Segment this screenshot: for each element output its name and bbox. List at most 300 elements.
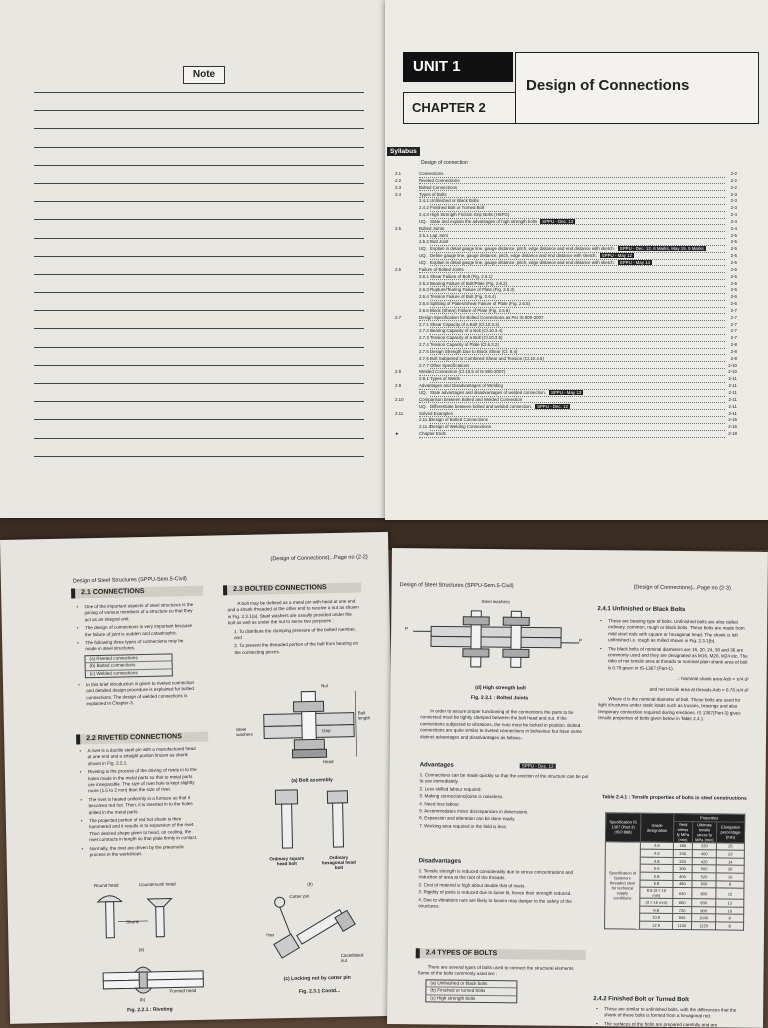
toc-title: Solved Examples (419, 411, 453, 416)
toc-text (430, 294, 725, 301)
toc-page: 2-6 (731, 294, 737, 301)
table-cell: 6.8 (640, 880, 673, 888)
toc-page: 2-11 (729, 411, 737, 418)
col-properties: Properties (674, 813, 745, 821)
load-p-left: P (405, 626, 408, 631)
toc-number: 2.7.4 (419, 342, 429, 349)
toc-row (385, 226, 761, 233)
toc-number: UQ. (419, 260, 427, 267)
table-cell: 720 (673, 906, 692, 914)
toc-number: 2.6.1 (419, 274, 429, 281)
toc-text (430, 335, 725, 342)
disadvantages-list (418, 868, 588, 912)
table-cell: 5.8 (640, 872, 673, 880)
toc-text (430, 239, 725, 246)
unit-badge: UNIT 1 (403, 52, 513, 82)
table-cell: 10 (716, 907, 744, 915)
toc-number: 2.11.1 (419, 417, 431, 424)
section-2-3-title: 2.3 BOLTED CONNECTIONS (223, 582, 361, 595)
toc-title: High Strength Friction Grip Bolts (HSFG) (430, 212, 509, 217)
advantages-list (419, 772, 590, 832)
toc-number: 2.4.3 (419, 212, 429, 219)
intro-paragraph (420, 708, 590, 744)
table-cell: 830 (692, 899, 716, 907)
exam-tag: SPPU - May 14 (618, 260, 652, 265)
exam-tag: SPPU - May 12 (600, 253, 634, 258)
toc-row (385, 390, 761, 397)
table-cell: 640 (673, 888, 692, 899)
list-item: 2. Cost of material is high about double that of rivets. (418, 882, 588, 890)
toc-number: 2.5.1 (419, 233, 429, 240)
list-item: (a) Unfinished or black bolts (426, 980, 516, 988)
toc-page: 2-7 (731, 328, 737, 335)
bullet: • The following three types of connections may be made in steel structures. (76, 638, 196, 653)
toc-row (385, 308, 761, 315)
list-item: 3. Making connections/joints is noiseless. (419, 794, 589, 802)
toc-row (385, 363, 761, 370)
toc-title: Design of Bolted Connections (430, 417, 488, 422)
section-2-2-title: 2.2 RIVETED CONNECTIONS (76, 732, 208, 745)
riveted-plates-figure (101, 961, 212, 1008)
table-cell: 8 (716, 880, 744, 888)
toc-page: 2-6 (731, 267, 737, 274)
toc-text (430, 198, 725, 205)
toc-number: 2.6.6 (419, 308, 429, 315)
toc-number: 2.7.7 (419, 363, 429, 370)
toc-page: 2-6 (731, 287, 737, 294)
toc-title: Rupture/Tearing Failure of Plate (Fig. 2.6.3) (430, 287, 514, 292)
figure-2-2-1-caption: Fig. 2.2.1 : Riveting (110, 1006, 190, 1014)
toc-page: 2-3 (731, 192, 737, 199)
toc-number: 2.6.2 (419, 281, 429, 288)
toc-text (430, 363, 725, 370)
toc-number: UQ. (419, 390, 427, 397)
bullet: • These are bearing type of bolts. Unfinished bolts are also called ordinary, common, rough or black bolts. These bolts are made from mild steel rods with square or hexagonal head. The shank is left unfinished i.e. rough as milled shown in Fig. 2.3.1(b). (599, 618, 749, 645)
formula: ∴ Nominal shank area Asb = π/4 d² (599, 675, 749, 683)
toc-page: 2-6 (731, 281, 737, 288)
list-item: 6. Expansion and alteration can be done easily. (419, 816, 589, 824)
toc-page: 2-11 (729, 390, 737, 397)
bolt-types-box (425, 979, 517, 1003)
toc-text (419, 431, 725, 438)
cotter-pin-label: Cotter pin (289, 894, 309, 899)
toc-number: 2.1 (395, 171, 401, 178)
table-cell: 800 (692, 888, 716, 899)
section-2-4-2-body (595, 1006, 745, 1028)
toc-row (385, 397, 761, 404)
exam-tag: SPPU - Dec. 12 (535, 404, 570, 409)
toc-page: 2-3 (731, 205, 737, 212)
toc-page: 2-3 (731, 198, 737, 205)
table-cell: 660 (673, 899, 692, 907)
toc-number: 2.8.1 (419, 376, 429, 383)
toc-row (385, 417, 761, 424)
table-cell: 14 (716, 858, 744, 866)
table-cell: 1040 (691, 914, 715, 922)
toc-title: Bolted Connections (419, 185, 457, 190)
note-line (34, 419, 364, 420)
toc-title: Splitting of Plates/Shear Failure of Plate (Fig. 2.6.5) (430, 301, 530, 306)
toc-text (430, 417, 725, 424)
toc-page: 2-7 (731, 322, 737, 329)
hex-label: Hex (266, 932, 274, 937)
table-cell: 480 (673, 880, 692, 888)
title-box (515, 52, 759, 124)
spec-cell: Specification of fasteners threaded steel for technical supply conditions (605, 841, 641, 928)
toc-text (430, 404, 725, 411)
note-label: Note (183, 66, 225, 84)
table-cell: (d > 16 mm) (640, 898, 673, 906)
toc-number: 2.4.2 (419, 205, 429, 212)
grip-label: Grip (322, 728, 331, 733)
toc-title: Comparison between Bolted and Welded Connection (419, 397, 522, 402)
toc-number: 2.6 (395, 267, 401, 274)
toc-text (430, 322, 725, 329)
note-line (34, 274, 364, 275)
section-2-4-body (417, 964, 587, 1008)
toc-number: 2.7.1 (419, 322, 429, 329)
note-lines (34, 92, 364, 474)
list-item: 7. Working area required in the field is less. (419, 823, 589, 831)
note-line (34, 328, 364, 329)
note-line (34, 438, 364, 439)
high-strength-bolt-figure (411, 600, 582, 682)
toc-title: Tension Capacity of Plate (Cl.6.3.2) (430, 342, 499, 347)
bullet: • The design of connections is very important because the failure of joint is sudden and catastrophic. (76, 623, 196, 638)
list-item: 1. Tensile strength is reduced considerably due to stress concentrations and reduction of area at the root of the threads. (419, 868, 589, 883)
table-cell: 12 (716, 899, 744, 907)
toc-row (385, 301, 761, 308)
toc-text (419, 178, 725, 185)
bolt-assembly-figure (253, 682, 365, 774)
toc-row (385, 178, 761, 185)
toc-number: UQ. (419, 219, 427, 226)
toc-text (430, 219, 725, 226)
toc-page: 2-11 (729, 397, 737, 404)
table-cell: 9.8 (640, 906, 673, 914)
table-cell: 400 (692, 850, 716, 858)
table-cell: 900 (692, 906, 716, 914)
table-2-4-1-title: Table 2.4.1 : Tensile properties of bolts in steel constructions (599, 794, 749, 802)
table-cell: 320 (673, 857, 692, 865)
table-of-contents (385, 171, 761, 438)
toc-number: 2.8 (395, 369, 401, 376)
toc-page: 2-11 (729, 404, 737, 411)
toc-title: Design Specification for Bolted Connections as Per IS 800-2007 (419, 315, 543, 320)
note-line (34, 219, 364, 220)
toc-text (430, 349, 725, 356)
toc-page: 2-15 (728, 424, 737, 431)
table-cell: 20 (716, 865, 744, 873)
toc-row (385, 328, 761, 335)
toc-text (430, 274, 725, 281)
chapter-title: Design of Connections (526, 77, 689, 94)
toc-row (385, 205, 761, 212)
nut-label: Nut (321, 683, 328, 688)
toc-title: Bearing Capacity of a Bolt (Cl.10.3.4) (430, 328, 502, 333)
table-cell: 180 (673, 842, 692, 850)
list-item: 1. To distribute the clamping pressure of the bolted member, and (228, 626, 360, 642)
toc-title: Unfinished or Black Bolts (430, 198, 479, 203)
toc-page: 2-10 (728, 363, 737, 370)
running-header-left: Design of Steel Structures (SPPU-Sem.5-Civil) (400, 582, 514, 589)
col-elongation: Elongation percentage (min) (717, 822, 745, 843)
list-item: 2. To prevent the threaded portion of the bolt from bearing on the connecting pieces. (228, 641, 360, 657)
syllabus-text: Design of connection (421, 160, 468, 166)
toc-text (419, 171, 725, 178)
toc-number: UQ. (419, 404, 427, 411)
toc-number: 2.7.3 (419, 335, 429, 342)
section-2-4-title: 2.4 TYPES OF BOLTS (416, 948, 586, 960)
formed-head-label: Formed head (169, 988, 196, 994)
bolt-length-label: Bolt length (358, 710, 378, 720)
table-cell: 12.9 (640, 921, 673, 929)
section-2-1-title: 2.1 CONNECTIONS (71, 586, 203, 599)
table-cell: 600 (692, 880, 716, 888)
toc-page: 2-11 (729, 383, 737, 390)
steel-washers-label: Steel washers (236, 727, 256, 737)
table-cell: 10 (716, 873, 744, 881)
table-cell: 12 (716, 888, 744, 899)
toc-title: Finished Bolt or Turned Bolt (430, 205, 484, 210)
bullet: • These are similar to unfinished bolts, with the differences that the shank of these bolts is formed from a hexagonal rod. (595, 1006, 745, 1020)
exam-tag: SPPU - Dec. 13 (540, 219, 575, 224)
toc-page: 2-2 (731, 185, 737, 192)
toc-title: Butt Joint (430, 239, 448, 244)
toc-row (385, 356, 761, 363)
section-2-4-2-title: 2.4.2 Finished Bolt or Turned Bolt (593, 996, 689, 1003)
note-line (34, 128, 364, 129)
paragraph: There are several types of bolts used to connect the structural elements. Some of the bolts commonly used are : (418, 964, 588, 979)
toc-title: Tension Capacity of a Bolt (Cl.10.3.5) (430, 335, 502, 340)
bullet: • A rivet is a ductile steel pin with a manufactured head at one end and a straight portion known as shank shown in Fig. 2.2.1. (78, 746, 198, 768)
toc-number: 2.6.3 (419, 287, 429, 294)
bullet: • The projected portion of red hot shank is then hammered and it results in to expansion of the rivet. Then desired shape given to head, on cooling, the rivet contracts in length so that plate firmly in contact. (80, 816, 201, 844)
toc-title: Block (Shear) Failure of Plate (Fig. 2.6.6) (430, 308, 510, 313)
toc-page: 2-6 (731, 274, 737, 281)
toc-number: UQ. (419, 253, 427, 260)
toc-page: 2-18 (728, 431, 737, 438)
toc-row (385, 424, 761, 431)
toc-text (419, 411, 725, 418)
table-cell: 420 (692, 857, 716, 865)
toc-row (385, 287, 761, 294)
hex-head-bolt-label: Ordinary hexagonal head bolt (319, 855, 359, 871)
toc-row (385, 274, 761, 281)
formula: and net tensile area at threads Anb = 0.78 π/4 d² (599, 686, 749, 694)
toc-row (385, 404, 761, 411)
toc-row (385, 246, 761, 253)
table-cell: 300 (673, 865, 692, 873)
toc-text (430, 301, 725, 308)
toc-number: 2.2 (395, 178, 401, 185)
note-line (34, 183, 364, 184)
exam-tag: SPPU - Dec. 12, 6 Marks, May 15, 5 Marks (618, 246, 706, 251)
toc-title: Types of Welds (430, 376, 460, 381)
figure-2-3-1-contd: Fig. 2.3.1 Contd... (279, 988, 359, 996)
toc-number: 2.4 (395, 192, 401, 199)
toc-page: 2-4 (731, 226, 737, 233)
list-item: (c) High strength bolts (426, 995, 516, 1002)
toc-number: 2.7.6 (419, 356, 429, 363)
table-cell: 8.8 (d < 16 mm) (640, 887, 673, 898)
toc-title: Failure of Bolted Joints (419, 267, 464, 272)
list-item: (b) Finished or turned bolts (426, 988, 516, 996)
castellated-nut-label: Castellated nut (341, 952, 371, 963)
toc-page: 2-2 (731, 178, 737, 185)
exam-tag: SPPU - May 13 (549, 390, 583, 395)
note-line (34, 365, 364, 366)
table-cell: 25 (716, 843, 744, 851)
toc-text (430, 260, 725, 267)
bullet: • The black bolts of nominal diameters are 16, 20, 24, 30 and 36 are commonly used and they are designated as M16, M20, M24 etc. The ratio of net tensile area at threads to nominal plain shank area of bolt is 0.78 given in IS-1367 (Part-1). (599, 646, 749, 673)
toc-title: Other Specifications (430, 363, 469, 368)
toc-text (430, 424, 725, 431)
toc-page: 2-6 (731, 301, 737, 308)
toc-text (419, 369, 725, 376)
note-line (34, 147, 364, 148)
toc-row (385, 192, 761, 199)
tensile-properties-table (604, 812, 745, 930)
toc-title: Chapter Ends (419, 431, 446, 436)
page-2-3 (387, 548, 768, 1028)
rivet-figure (87, 892, 199, 969)
toc-text (430, 308, 725, 315)
toc-text (430, 328, 725, 335)
toc-number: 2.5.2 (419, 239, 429, 246)
toc-page: 2-5 (731, 239, 737, 246)
toc-title: Welded Connection (Cl.10.5 of IS 800-2007) (419, 369, 505, 374)
list-item: 4. Due to vibrations nuts are likely to loosen may danger to the safety of the structures. (418, 897, 588, 912)
bullet: • In this brief introduction is given to riveted connection and detailed design procedure is explained for bolted connections. The design of welded connections is explained in Chapter-3. (77, 680, 198, 708)
table-cell: 3.6 (640, 842, 673, 850)
toc-title: Differentiate between bolted and welded connection. (430, 404, 532, 409)
table-cell: 330 (692, 842, 716, 850)
toc-page: 2-11 (729, 376, 737, 383)
toc-number: UQ. (419, 246, 427, 253)
disadvantages-title: Disadvantages (419, 858, 461, 864)
toc-title: Riveted Connections (419, 178, 460, 183)
toc-text (430, 253, 725, 260)
paragraph: A bolt may be defined as a metal pin with head at one end and a shank threaded at the other end to receive a nut as shown in Fig. 2.3.1(a). Steel washers are usually provided under the bolt as well as under the nut to serve two purposes : (227, 598, 360, 626)
toc-text (419, 192, 725, 199)
col-ultimate: Ultimate tensile stress fu MPa (min) (692, 821, 716, 842)
list-item: (b) Bolted connections (86, 662, 172, 671)
running-header-right: (Design of Connections)...Page no (2-2) (270, 554, 367, 562)
toc-row (385, 376, 761, 383)
toc-text (430, 246, 725, 253)
toc-title: State and explain the advantages of high strength bolts (430, 219, 537, 224)
note-page (0, 0, 385, 518)
table-cell: 940 (673, 914, 692, 922)
toc-text (430, 233, 725, 240)
fig-b-label: (b) (140, 997, 146, 1002)
syllabus-label: Syllabus (387, 147, 420, 156)
load-p-right: P (579, 638, 582, 643)
toc-row (385, 239, 761, 246)
toc-page: 2-5 (731, 253, 737, 260)
running-header-right: (Design of Connections)...Page no (2-3) (634, 585, 731, 592)
square-head-bolt-label: Ordinary square head bolt (269, 856, 305, 867)
toc-title: Bolted Joints (419, 226, 444, 231)
toc-page: 2-7 (731, 308, 737, 315)
toc-title: Connections (419, 171, 443, 176)
toc-row (385, 260, 761, 267)
toc-page: 2-10 (728, 369, 737, 376)
col-yield: Yield stress fy MPa (min) (673, 821, 692, 842)
table-cell: 4.6 (640, 849, 673, 857)
section-2-3-body (227, 598, 360, 658)
table-cell: 500 (692, 865, 716, 873)
toc-page: 2-15 (728, 417, 737, 424)
table-cell: 240 (673, 850, 692, 858)
note-line (34, 256, 364, 257)
toc-page: 2-7 (731, 315, 737, 322)
table-cell: 400 (673, 872, 692, 880)
toc-number: 2.9 (395, 383, 401, 390)
toc-title: Tension Failure of Bolt (Fig. 2.6.4) (430, 294, 496, 299)
table-cell: 22 (716, 850, 744, 858)
advantages-tag: SPPU - Dec. 13 (520, 763, 556, 768)
fig-d-caption: (d) High strength bolt (461, 685, 541, 692)
toc-number: 2.10 (395, 397, 404, 404)
toc-title: Design Strength Due to Block Shear (Cl. 6.4) (430, 349, 517, 354)
toc-row (385, 198, 761, 205)
ordinary-bolts-figure (267, 785, 358, 857)
toc-row (385, 294, 761, 301)
table-cell: 1220 (691, 922, 715, 930)
bullet: • The surfaces of the bolts are prepared carefully and are (595, 1021, 745, 1028)
bullet: • Normally, the rivet are driven by the pneumatic process in the workshops. (80, 844, 200, 859)
note-line (34, 383, 364, 384)
toc-page: 2-5 (731, 233, 737, 240)
connection-types-box (84, 653, 172, 678)
toc-page: 2-8 (731, 356, 737, 363)
toc-row (385, 233, 761, 240)
toc-row (385, 335, 761, 342)
section-2-2-body (78, 746, 200, 861)
figure-2-3-1-caption: Fig. 2.3.1 : Bolted Joints (454, 695, 544, 702)
paragraph: Where d is the nominal diameter of bolt. These bolts are used for light structures under static loads such as trusses, bracings and also temporary connection required during erections. IS 1367(Part-3) gives tensile properties of bolts given below in Table 2.4.1. (598, 696, 748, 723)
shank-label: Shank (126, 919, 139, 924)
toc-title: Types of Bolts (419, 192, 447, 197)
toc-row (385, 171, 761, 178)
toc-row (385, 212, 761, 219)
bullet: • The rivet is heated uniformly in a furnace so that it becomes red hot. Then, it is inserted in to the holes drilled in the metal parts. (79, 795, 199, 817)
toc-text (430, 287, 725, 294)
table-cell: 8 (716, 922, 744, 930)
toc-title: Shear Capacity of a Bolt (Cl.10.3.3) (430, 322, 499, 327)
note-line (34, 401, 364, 402)
toc-number: 2.5 (395, 226, 401, 233)
toc-row (385, 315, 761, 322)
unit-title-page (385, 0, 768, 520)
note-line (34, 456, 364, 457)
toc-title: State advantages and disadvantages of welded connection. (430, 390, 546, 395)
toc-number: 2.6.4 (419, 294, 429, 301)
toc-title: Bearing Failure of Bolt/Plate (Fig. 2.6.2) (430, 281, 507, 286)
toc-number: 2.7 (395, 315, 401, 322)
toc-title: Define gauge line, gauge distance, pitch, edge distance and end distance with sketch. (430, 253, 597, 258)
toc-text (430, 281, 725, 288)
section-2-4-1-title: 2.4.1 Unfinished or Black Bolts (597, 606, 685, 613)
toc-text (419, 383, 725, 390)
toc-row (385, 369, 761, 376)
toc-text (430, 390, 725, 397)
toc-row (385, 349, 761, 356)
advantages-title: Advantages (420, 762, 454, 768)
toc-title: Bolt Subjected to Combined Shear and Tension (Cl.10.4.6) (430, 356, 544, 361)
